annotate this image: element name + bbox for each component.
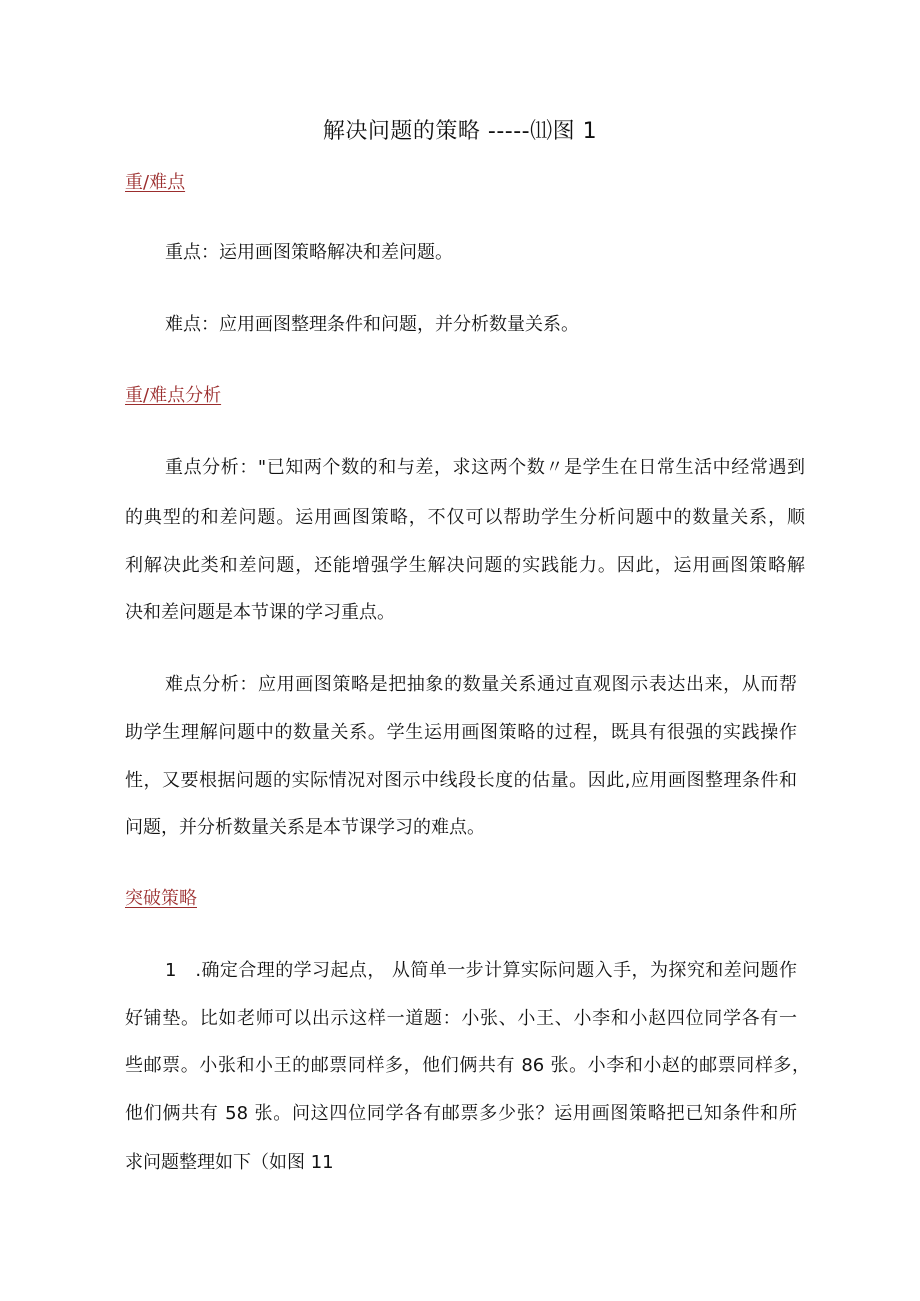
analysis-paragraph-line: 难点分析：应用画图策略是把抽象的数量关系通过直观图示表达出来，从而帮 <box>165 674 797 695</box>
document-title: 解决问题的策略 -----⑾图 1 <box>322 119 598 144</box>
strategy-paragraph-line: 他们俩共有 58 张。问这四位同学各有邮票多少张？运用画图策略把已知条件和所 <box>125 1103 797 1124</box>
analysis-paragraph-line: 利解决此类和差问题，还能增强学生解决问题的实践能力。因此，运用画图策略解 <box>125 555 805 576</box>
section-heading-analysis: 重/难点分析 <box>125 385 222 406</box>
section-heading-difficulty: 重/难点 <box>125 172 186 193</box>
section-heading-strategy: 突破策略 <box>125 888 197 909</box>
difficult-point-line: 难点：应用画图整理条件和问题，并分析数量关系。 <box>165 314 579 335</box>
analysis-paragraph-line: 助学生理解问题中的数量关系。学生运用画图策略的过程，既具有很强的实践操作 <box>125 722 797 743</box>
analysis-paragraph-line: 重点分析："已知两个数的和与差，求这两个数〃是学生在日常生活中经常遇到 <box>165 457 805 478</box>
analysis-paragraph-line: 性，又要根据问题的实际情况对图示中线段长度的估量。因此,应用画图整理条件和 <box>125 770 797 791</box>
strategy-paragraph-line: 些邮票。小张和小王的邮票同样多，他们俩共有 86 张。小李和小赵的邮票同样多， <box>125 1055 810 1076</box>
strategy-paragraph-line: 求问题整理如下（如图 11 <box>125 1152 334 1173</box>
analysis-paragraph-line: 问题，并分析数量关系是本节课学习的难点。 <box>125 817 485 838</box>
analysis-paragraph-line: 决和差问题是本节课的学习重点。 <box>125 602 395 623</box>
strategy-paragraph-line: 1 .确定合理的学习起点， 从简单一步计算实际问题入手，为探究和差问题作 <box>165 960 797 981</box>
key-point-line: 重点：运用画图策略解决和差问题。 <box>165 242 453 263</box>
strategy-paragraph-line: 好铺垫。比如老师可以出示这样一道题：小张、小王、小李和小赵四位同学各有一 <box>125 1008 797 1029</box>
analysis-paragraph-line: 的典型的和差问题。运用画图策略，不仅可以帮助学生分析问题中的数量关系，顺 <box>125 507 805 528</box>
